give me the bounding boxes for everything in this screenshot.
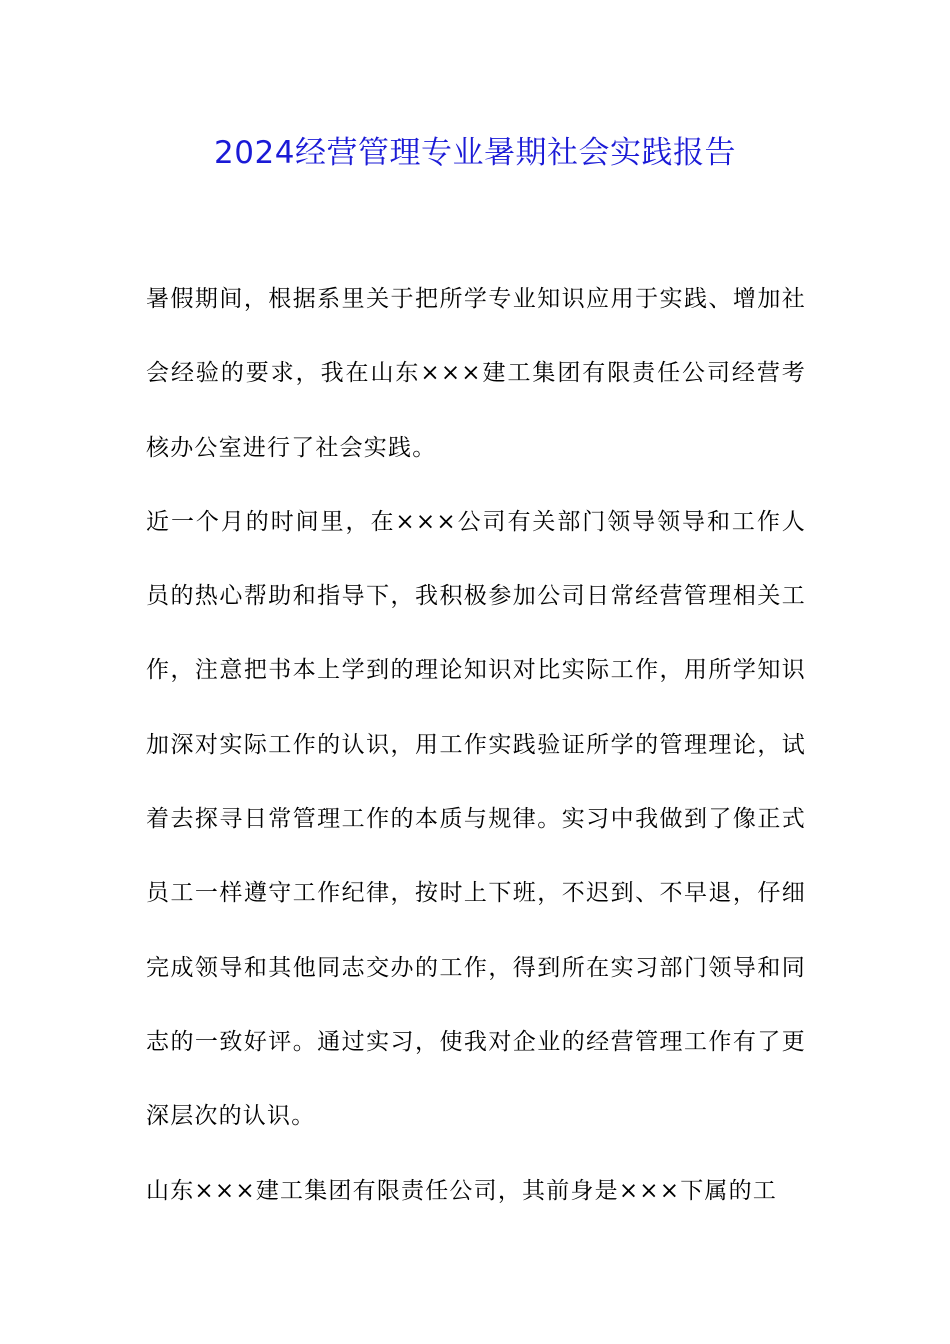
document-body: [146, 262, 806, 1228]
document-title: 2024经营管理专业暑期社会实践报告: [214, 135, 736, 171]
paragraph-intro: 暑假期间，根据系里关于把所学专业知识应用于实践、增加社会经验的要求，我在山东×××建工集团有限责任公司经营考核办公室进行了社会实践。: [146, 286, 806, 461]
paragraph-internship: 近一个月的时间里，在×××公司有关部门领导领导和工作人员的热心帮助和指导下，我积极参加公司日常经营管理相关工作，注意把书本上学到的理论知识对比实际工作，用所学知识加深对实际工作的认识，用工作实践验证所学的管理理论，试着去探寻日常管理工作的本质与规律。实习中我做到了像正式员工一样遵守工作纪律，按时上下班，不迟到、不早退，仔细完成领导和其他同志交办的工作，得到所在实习部门领导和同志的一致好评。通过实习，使我对企业的经营管理工作有了更深层次的认识。: [146, 508, 806, 1130]
paragraph-company: 山东×××建工集团有限责任公司，其前身是×××下属的工: [146, 1177, 778, 1204]
